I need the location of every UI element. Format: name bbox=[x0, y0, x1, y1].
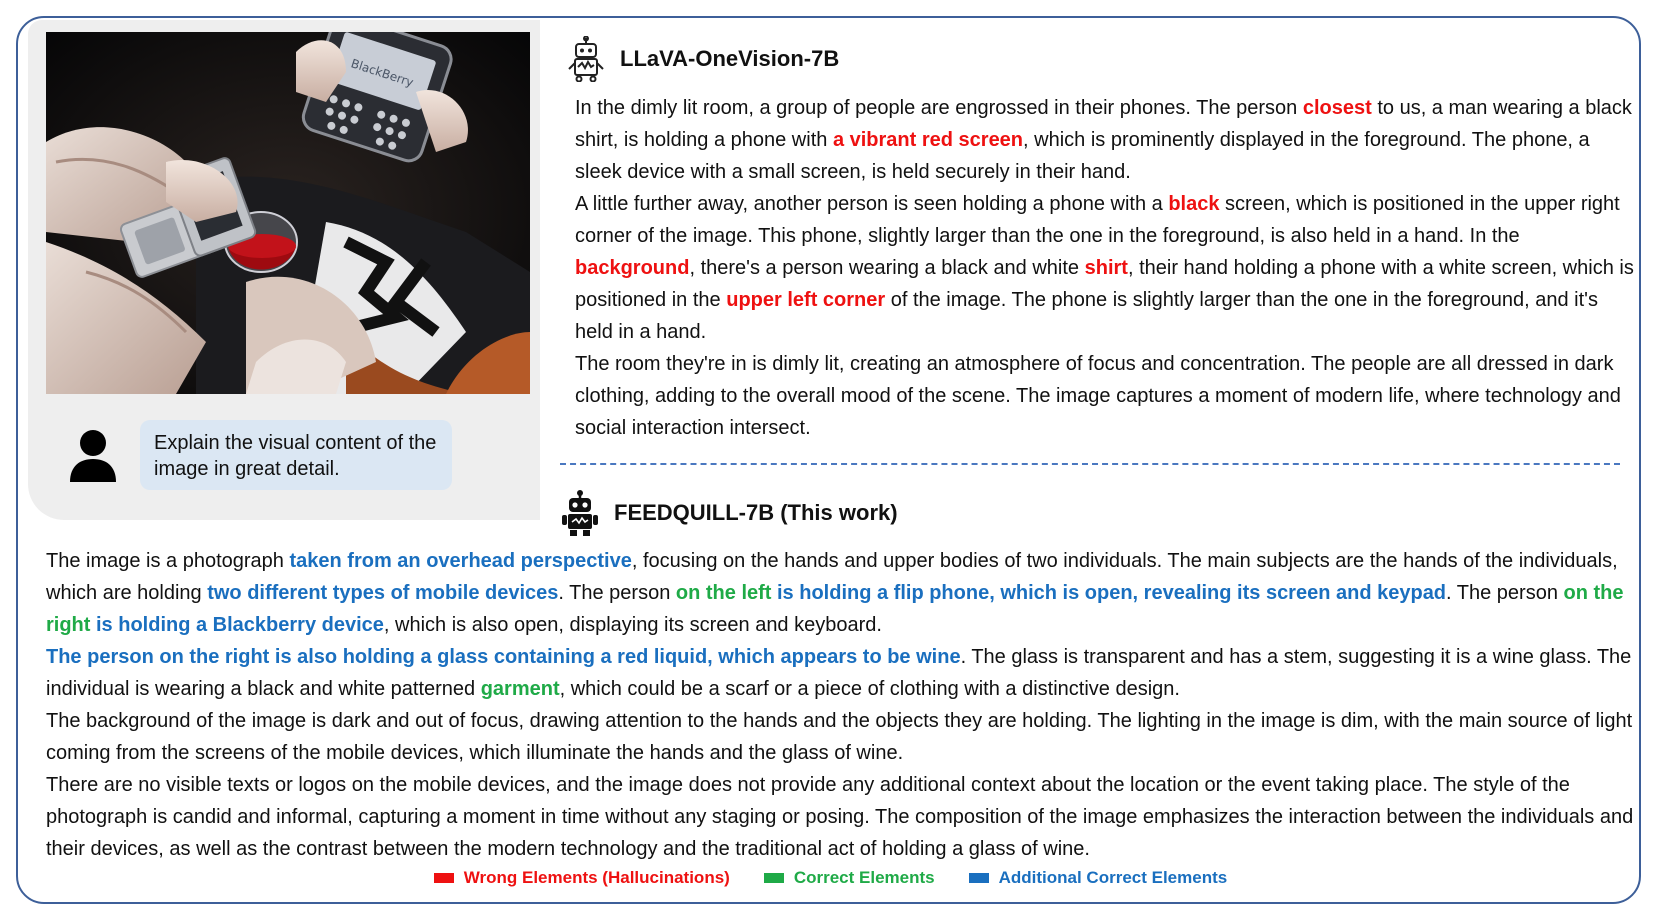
model-a-name: LLaVA-OneVision-7B bbox=[620, 46, 840, 71]
additional-element: two different types of mobile devices bbox=[207, 582, 559, 604]
phone-brand-text: BlackBerry bbox=[349, 56, 416, 90]
legend-swatch bbox=[764, 873, 784, 883]
wrong-element: upper left corner bbox=[726, 289, 886, 311]
model-a-header bbox=[568, 36, 839, 82]
response-paragraph bbox=[46, 545, 1636, 641]
legend-label: Wrong Elements (Hallucinations) bbox=[463, 868, 730, 887]
response-paragraph bbox=[575, 188, 1635, 348]
wrong-element: black bbox=[1168, 193, 1220, 215]
plain-text: There are no visible texts or logos on the mobile devices, and the image does not provide any additional context about the location or the event taking place. The style of the photograph is candid and informal, capturing a moment in time without any staging or posing. The composition of the image emphasizes the interaction between the individuals and their devices, as well as the contrast between the modern technology and the traditional act of holding a glass of wine. bbox=[46, 774, 1634, 860]
legend bbox=[0, 868, 1661, 888]
additional-element: The person on the right is also holding a glass containing a red liquid, which appears to be wine bbox=[46, 646, 961, 668]
plain-text: The image is a photograph bbox=[46, 550, 290, 572]
plain-text: . The glass is transparent and has a stem, suggesting it is a wine glass. The individual is wearing a black and white patterned bbox=[46, 646, 1632, 700]
response-paragraph bbox=[46, 705, 1636, 769]
plain-text: screen, which is positioned in the upper right corner of the image. This phone, slightly larger than the one in the foreground, is also held in a hand. In the bbox=[575, 193, 1620, 247]
additional-element: is holding a flip phone, which is open, revealing its screen and keypad bbox=[771, 582, 1447, 604]
legend-item bbox=[764, 868, 935, 888]
legend-swatch bbox=[434, 873, 454, 883]
plain-text: , there's a person wearing a black and white bbox=[689, 257, 1085, 279]
user-icon bbox=[68, 428, 118, 482]
plain-text: . The person bbox=[1446, 582, 1564, 604]
model-b-name: FEEDQUILL-7B (This work) bbox=[614, 500, 898, 525]
correct-element: garment bbox=[480, 678, 560, 700]
additional-element: is holding a Blackberry device bbox=[90, 614, 384, 636]
response-paragraph bbox=[575, 348, 1635, 444]
model-a-response bbox=[575, 92, 1635, 444]
plain-text: , which is also open, displaying its screen and keyboard. bbox=[383, 614, 882, 636]
correct-element: on the left bbox=[675, 582, 772, 604]
plain-text: In the dimly lit room, a group of people are engrossed in their phones. The person bbox=[575, 97, 1303, 119]
additional-element: taken from an overhead perspective bbox=[289, 550, 632, 572]
model-b-response bbox=[46, 545, 1636, 865]
plain-text: The room they're in is dimly lit, creating an atmosphere of focus and concentration. The people are all dressed in dark clothing, adding to the overall mood of the scene. The image captures a moment of modern life, where technology and social interaction intersect. bbox=[575, 353, 1621, 439]
section-divider bbox=[560, 463, 1620, 465]
plain-text: to us, a man wearing a black shirt, is holding a phone with bbox=[575, 97, 1632, 151]
robot-icon bbox=[568, 36, 604, 82]
plain-text: A little further away, another person is seen holding a phone with a bbox=[575, 193, 1169, 215]
legend-label: Correct Elements bbox=[793, 868, 935, 887]
response-paragraph bbox=[46, 769, 1636, 865]
plain-text: of the image. The phone is slightly larger than the one in the foreground, and it's held in a hand. bbox=[575, 289, 1598, 343]
plain-text: , which is prominently displayed in the foreground. The phone, a sleek device with a small screen, is held securely in their hand. bbox=[575, 129, 1590, 183]
plain-text: . The person bbox=[558, 582, 676, 604]
wrong-element: closest bbox=[1302, 97, 1372, 119]
legend-swatch bbox=[969, 873, 989, 883]
model-b-header bbox=[562, 490, 898, 536]
input-photo bbox=[46, 32, 530, 394]
plain-text: The background of the image is dark and out of focus, drawing attention to the hands and the objects they are holding. The lighting in the image is dim, with the main source of light coming from the screens of the mobile devices, which illuminate the hands and the glass of wine. bbox=[46, 710, 1633, 764]
wrong-element: background bbox=[575, 257, 690, 279]
plain-text: , their hand holding a phone with a white screen, which is positioned in the bbox=[575, 257, 1634, 311]
plain-text: , which could be a scarf or a piece of clothing with a distinctive design. bbox=[559, 678, 1180, 700]
plain-text: , focusing on the hands and upper bodies of two individuals. The main subjects are the hands of the individuals, which are holding bbox=[46, 550, 1618, 604]
response-paragraph bbox=[575, 92, 1635, 188]
legend-item bbox=[969, 868, 1228, 888]
legend-item bbox=[434, 868, 730, 888]
response-paragraph bbox=[46, 641, 1636, 705]
wrong-element: shirt bbox=[1084, 257, 1128, 279]
legend-label: Additional Correct Elements bbox=[998, 868, 1228, 887]
prompt-bubble: Explain the visual content of the image in great detail. bbox=[140, 420, 452, 490]
wrong-element: a vibrant red screen bbox=[832, 129, 1024, 151]
correct-element: on the right bbox=[46, 582, 1624, 636]
robot-icon bbox=[562, 490, 598, 536]
